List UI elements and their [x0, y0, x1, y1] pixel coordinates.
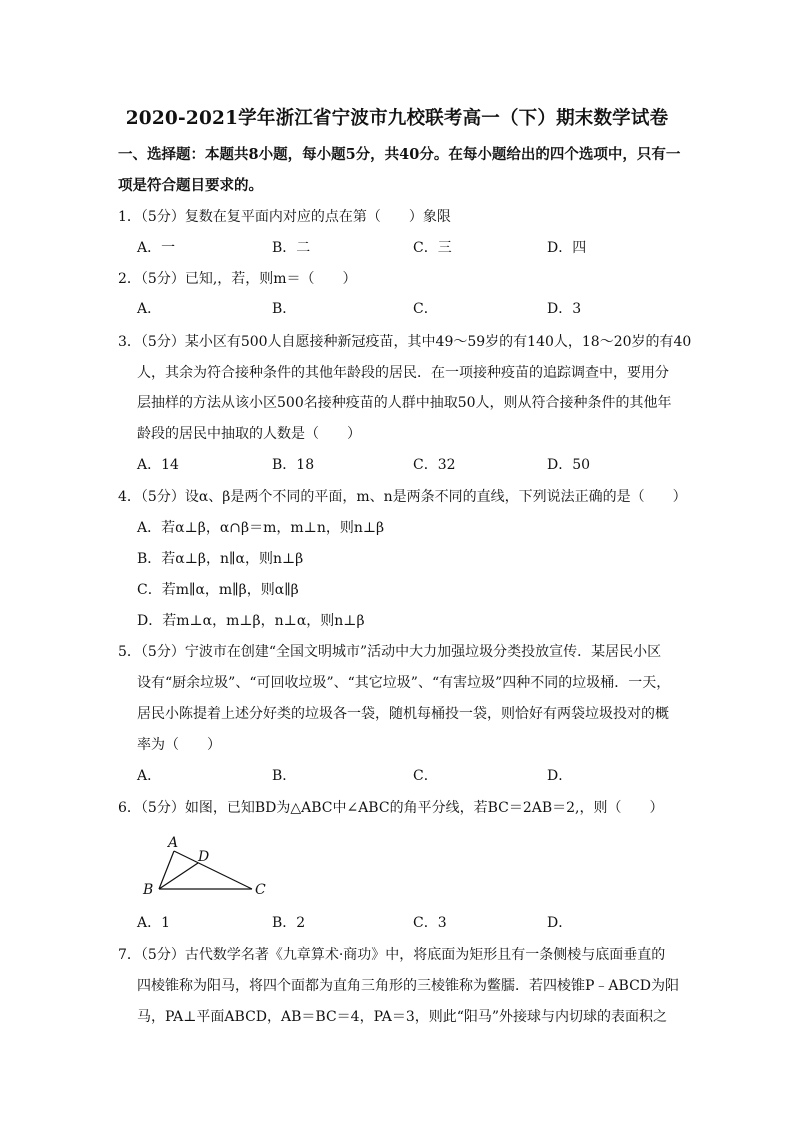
question-2-option-d: D．3	[547, 301, 582, 317]
question-6-option-a: A．1	[137, 915, 171, 931]
question-4-option-d: D．若m⊥α，m⊥β，n⊥α，则n⊥β	[137, 613, 365, 629]
question-7-line-3: 马，PA⊥平面ABCD，AB＝BC＝4，PA＝3，则此“阳马”外接球与内切球的表面积之	[137, 1009, 668, 1025]
question-5-option-d: D．	[547, 768, 573, 784]
segment-ac	[174, 851, 252, 889]
question-3-option-c: C．32	[413, 457, 456, 473]
question-6-option-d: D．	[547, 915, 573, 931]
question-1-option-a: A．一	[137, 240, 176, 256]
question-3-line-1: 3．（5分）某小区有500人自愿接种新冠疫苗，其中49～59岁的有140人，18～20岁的有40	[118, 334, 692, 350]
question-6-option-c: C．3	[413, 915, 447, 931]
label-b: B	[143, 882, 154, 896]
question-1-option-c: C．三	[413, 240, 452, 256]
question-3-option-a: A．14	[137, 457, 179, 473]
question-4-option-a: A．若α⊥β，α∩β＝m，m⊥n，则n⊥β	[137, 520, 385, 536]
question-1-stem: 1．（5分）复数在复平面内对应的点在第（ ）象限	[118, 209, 451, 225]
question-5-line-3: 居民小陈提着上述分好类的垃圾各一袋，随机每桶投一袋，则恰好有两袋垃圾投对的概	[137, 706, 669, 722]
question-5-option-a: A．	[137, 768, 162, 784]
label-c: C	[255, 882, 266, 896]
question-7-line-1: 7．（5分）古代数学名著《九章算术·商功》中，将底面为矩形且有一条侧棱与底面垂直的	[118, 947, 666, 963]
question-3-option-d: D．50	[547, 457, 591, 473]
section-heading-line-2: 项是符合题目要求的。	[118, 177, 263, 194]
question-5-option-c: C．	[413, 768, 438, 784]
question-2-stem: 2．（5分）已知,，若，则m＝（ ）	[118, 271, 357, 287]
question-5-line-2: 设有“厨余垃圾”、“可回收垃圾”、“其它垃圾”、“有害垃圾”四种不同的垃圾桶．一天，	[137, 675, 671, 691]
question-1-option-b: B．二	[272, 240, 311, 256]
document-title: 2020-2021学年浙江省宁波市九校联考高一（下）期末数学试卷	[125, 108, 669, 129]
question-3-line-4: 龄段的居民中抽取的人数是（ ）	[137, 426, 361, 442]
section-heading-line-1: 一、选择题：本题共8小题，每小题5分，共40分。在每小题给出的四个选项中，只有一	[118, 146, 681, 163]
question-3-line-3: 层抽样的方法从该小区500名接种疫苗的人群中抽取50人，则从符合接种条件的其他年	[137, 395, 672, 411]
question-3-option-b: B．18	[272, 457, 315, 473]
question-2-option-b: B．	[272, 301, 297, 317]
question-1-option-d: D．四	[547, 240, 587, 256]
question-4-stem: 4．（5分）设α、β是两个不同的平面，m、n是两条不同的直线，下列说法正确的是（ ）	[118, 489, 687, 505]
question-2-option-c: C．	[413, 301, 438, 317]
question-6-stem: 6．（5分）如图，已知BD为△ABC中∠ABC的角平分线，若BC＝2AB＝2,，则（ ）	[118, 800, 664, 816]
question-5-line-1: 5．（5分）宁波市在创建“全国文明城市”活动中大力加强垃圾分类投放宣传．某居民小区	[118, 644, 662, 660]
question-4-option-c: C．若m∥α，m∥β，则α∥β	[137, 582, 299, 598]
question-5-option-b: B．	[272, 768, 297, 784]
question-7-line-2: 四棱锥称为阳马，将四个面都为直角三角形的三棱锥称为鳖臑．若四棱锥P﹣ABCD为阳	[137, 978, 680, 994]
question-3-line-2: 人，其余为符合接种条件的其他年龄段的居民．在一项接种疫苗的追踪调查中，要用分	[137, 365, 669, 381]
label-d: D	[198, 849, 210, 865]
label-a: A	[168, 835, 179, 851]
segment-bd	[159, 863, 198, 889]
question-4-option-b: B．若α⊥β，n∥α，则n⊥β	[137, 551, 304, 567]
question-2-option-a: A．	[137, 301, 162, 317]
triangle-abc-figure	[140, 832, 270, 896]
question-6-option-b: B．2	[272, 915, 306, 931]
question-5-line-4: 率为（ ）	[137, 737, 221, 753]
